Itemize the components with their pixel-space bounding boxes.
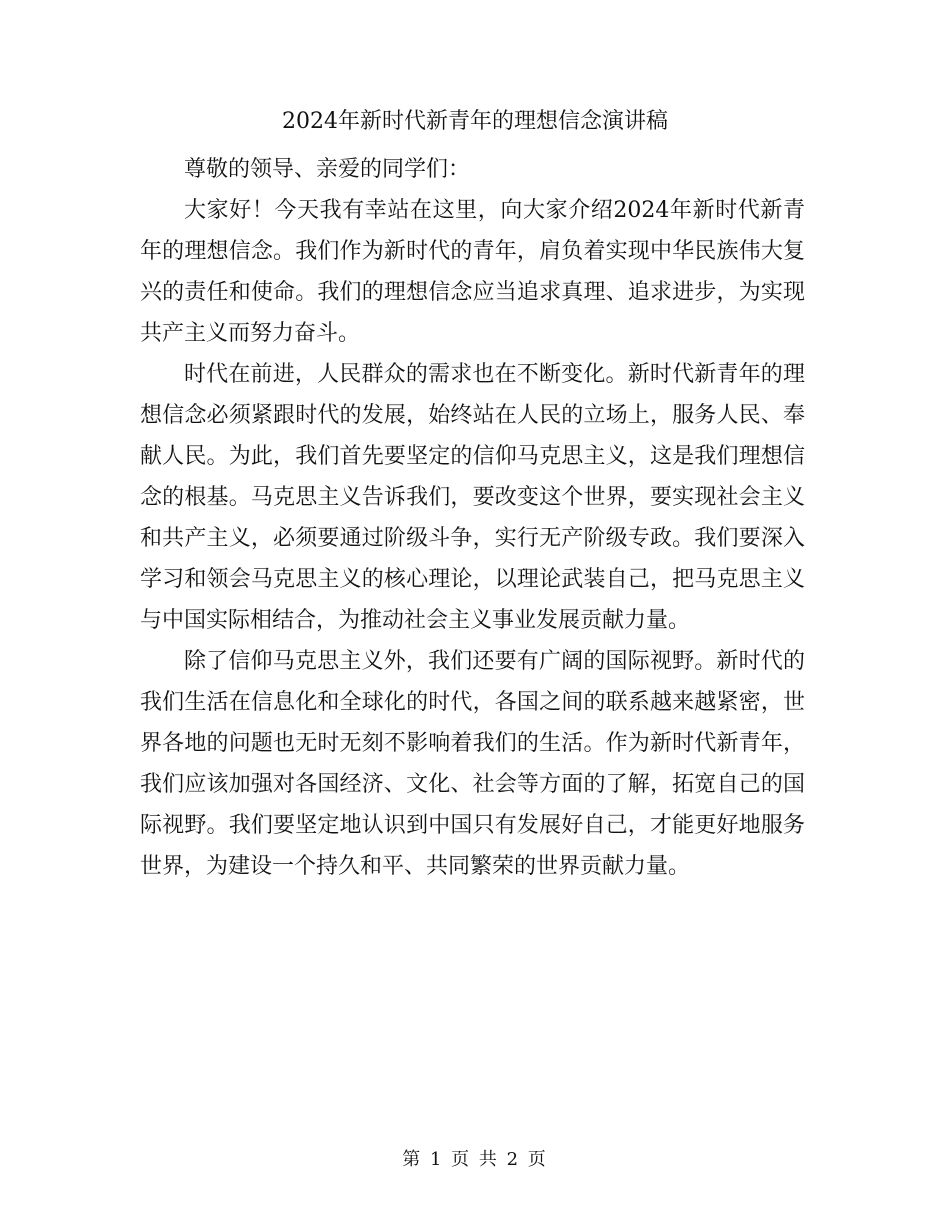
paragraph-1: 大家好！今天我有幸站在这里，向大家介绍2024年新时代新青年的理想信念。我们作为新时代的青年，肩负着实现中华民族伟大复兴的责任和使命。我们的理想信念应当追求真理、追求进步，为实现共产主义而努力奋斗。 <box>140 198 805 346</box>
document-title: 2024年新时代新青年的理想信念演讲稿 <box>282 109 668 134</box>
salutation: 尊敬的领导、亲爱的同学们： <box>184 157 471 182</box>
page-number-footer: 第 1 页 共 2 页 <box>402 1149 548 1170</box>
paragraph-3: 除了信仰马克思主义外，我们还要有广阔的国际视野。新时代的我们生活在信息化和全球化的时代，各国之间的联系越来越紧密，世界各地的问题也无时无刻不影响着我们的生活。作为新时代新青年，我们应该加强对各国经济、文化、社会等方面的了解，拓宽自己的国际视野。我们要坚定地认识到中国只有发展好自己，才能更好地服务世界，为建设一个持久和平、共同繁荣的世界贡献力量。 <box>140 649 805 879</box>
document-body <box>140 149 805 887</box>
paragraph-2: 时代在前进，人民群众的需求也在不断变化。新时代新青年的理想信念必须紧跟时代的发展，始终站在人民的立场上，服务人民、奉献人民。为此，我们首先要坚定的信仰马克思主义，这是我们理想信念的根基。马克思主义告诉我们，要改变这个世界，要实现社会主义和共产主义，必须要通过阶级斗争，实行无产阶级专政。我们要深入学习和领会马克思主义的核心理论，以理论武装自己，把马克思主义与中国实际相结合，为推动社会主义事业发展贡献力量。 <box>140 362 805 633</box>
